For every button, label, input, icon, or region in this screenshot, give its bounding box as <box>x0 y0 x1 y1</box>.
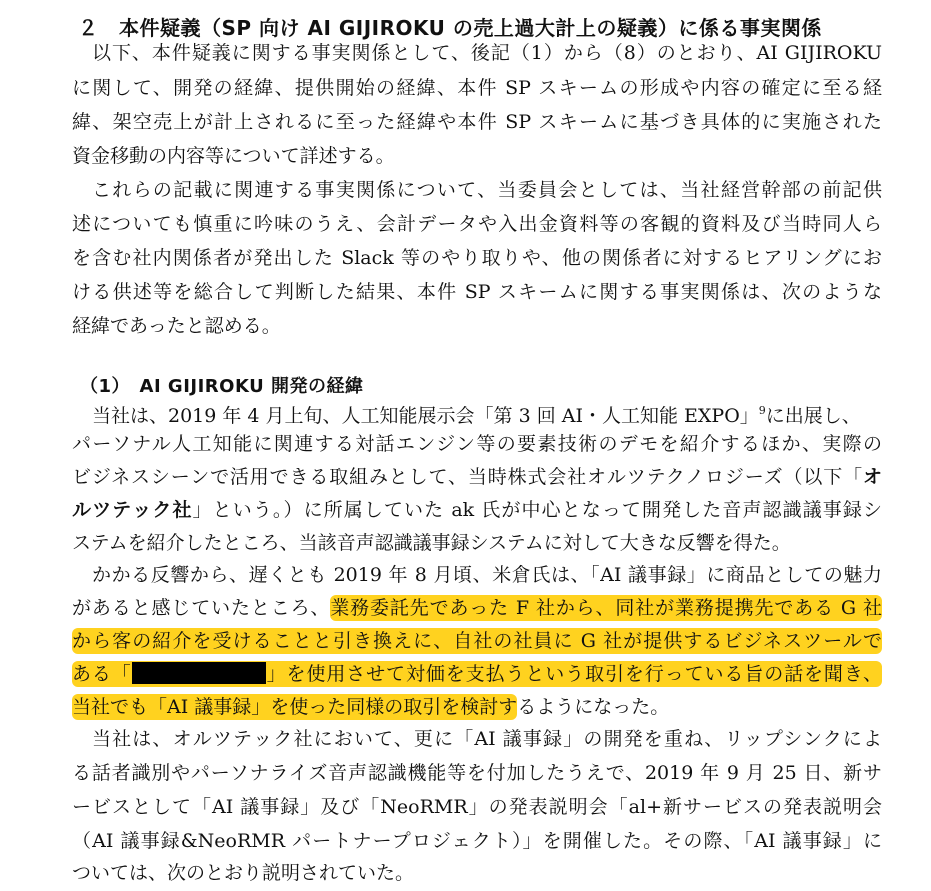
text-line: に関して、開発の経緯、提供開始の経緯、本件 SP スキームの形成や内容の確定に至る経 <box>72 77 882 99</box>
highlighted-text: 業務委託先であった F 社から、同社が業務提携先である G 社 <box>330 597 882 619</box>
text-line: 経緯であったと認める。 <box>72 315 281 337</box>
text-span: ビジネスシーンで活用できる取組みとして、当時株式会社オルツテクノロジーズ（以下「 <box>72 466 863 488</box>
text-line: ついては、次のとおり説明されていた。 <box>72 862 415 884</box>
defined-term: オ <box>862 466 882 488</box>
footnote-marker: 9 <box>758 404 766 417</box>
defined-term: ルツテック社 <box>72 499 193 521</box>
text-span: があると感じていたところ、 <box>72 597 331 619</box>
text-span: 」を使用させて対価を支払うという取引を行っている旨の話を聞き、 <box>265 663 882 685</box>
text-line: 当社は、オルツテック社において、更に「AI 議事録」の開発を重ね、リップシンクによ <box>92 728 882 750</box>
subsection-heading: （1） AI GIJIROKU 開発の経緯 <box>80 376 364 397</box>
text-line: 以下、本件疑義に関する事実関係として、後記（1）から（8）のとおり、AI GIJIROKU <box>92 42 882 64</box>
text-line: かかる反響から、遅くとも 2019 年 8 月頃、米倉氏は、「AI 議事録」に商品としての魅力 <box>92 564 882 586</box>
text-line <box>92 396 902 426</box>
redacted-block <box>132 662 266 684</box>
highlighted-text: 当社でも「AI 議事録」を使った同様の取引を検討す <box>72 696 518 718</box>
text-span: ある「 <box>72 663 132 685</box>
text-span: 」という。）に所属していた ak 氏が中心となって開発した音声認識議事録シ <box>192 499 882 521</box>
text-line: パーソナル人工知能に関連する対話エンジン等の要素技術のデモを紹介するほか、実際の <box>72 433 882 455</box>
text-line <box>72 626 882 656</box>
text-line: ービスとして「AI 議事録」及び「NeoRMR」の発表説明会「al+新サービスの発表説明会 <box>72 796 882 818</box>
highlighted-text: から客の紹介を受けることと引き換えに、自社の社員に G 社が提供するビジネスツールで <box>72 630 882 652</box>
text-line: これらの記載に関連する事実関係について、当委員会としては、当社経営幹部の前記供 <box>92 179 882 201</box>
text-line <box>72 692 882 722</box>
text-line: （AI 議事録&NeoRMR パートナープロジェクト）」を開催した。その際、「AI 議事録」に <box>72 830 882 852</box>
text-line <box>72 462 882 492</box>
text-line: 緯、架空売上が計上されるに至った経緯や本件 SP スキームに基づき具体的に実施された <box>72 111 882 133</box>
text-line: 資金移動の内容等について詳述する。 <box>72 145 395 167</box>
text-span: に出展し、 <box>765 405 861 427</box>
text-line: ける供述等を総合して判断した結果、本件 SP スキームに関する事実関係は、次のような <box>72 281 882 303</box>
text-line: ステムを紹介したところ、当該音声認識議事録システムに対して大きな反響を得た。 <box>72 532 791 554</box>
text-span: 当社は、2019 年 4 月上旬、人工知能展示会「第 3 回 AI・人工知能 EXPO」 <box>92 405 759 427</box>
section-heading: ２ 本件疑義（SP 向け AI GIJIROKU の売上過大計上の疑義）に係る事実関係 <box>78 16 822 40</box>
text-line: 述についても慎重に吟味のうえ、会計データや入出金資料等の客観的資料及び当時同人ら <box>72 213 882 235</box>
text-line <box>72 659 882 689</box>
text-line <box>72 495 882 525</box>
text-line: る話者識別やパーソナライズ音声認識機能等を付加したうえで、2019 年 9 月 25 日、新サ <box>72 762 882 784</box>
text-span: るようになった。 <box>517 696 670 718</box>
highlighted-text <box>72 661 882 687</box>
text-line: を含む社内関係者が発出した Slack 等のやり取りや、他の関係者に対するヒアリングにお <box>72 247 882 269</box>
text-line <box>72 593 882 623</box>
